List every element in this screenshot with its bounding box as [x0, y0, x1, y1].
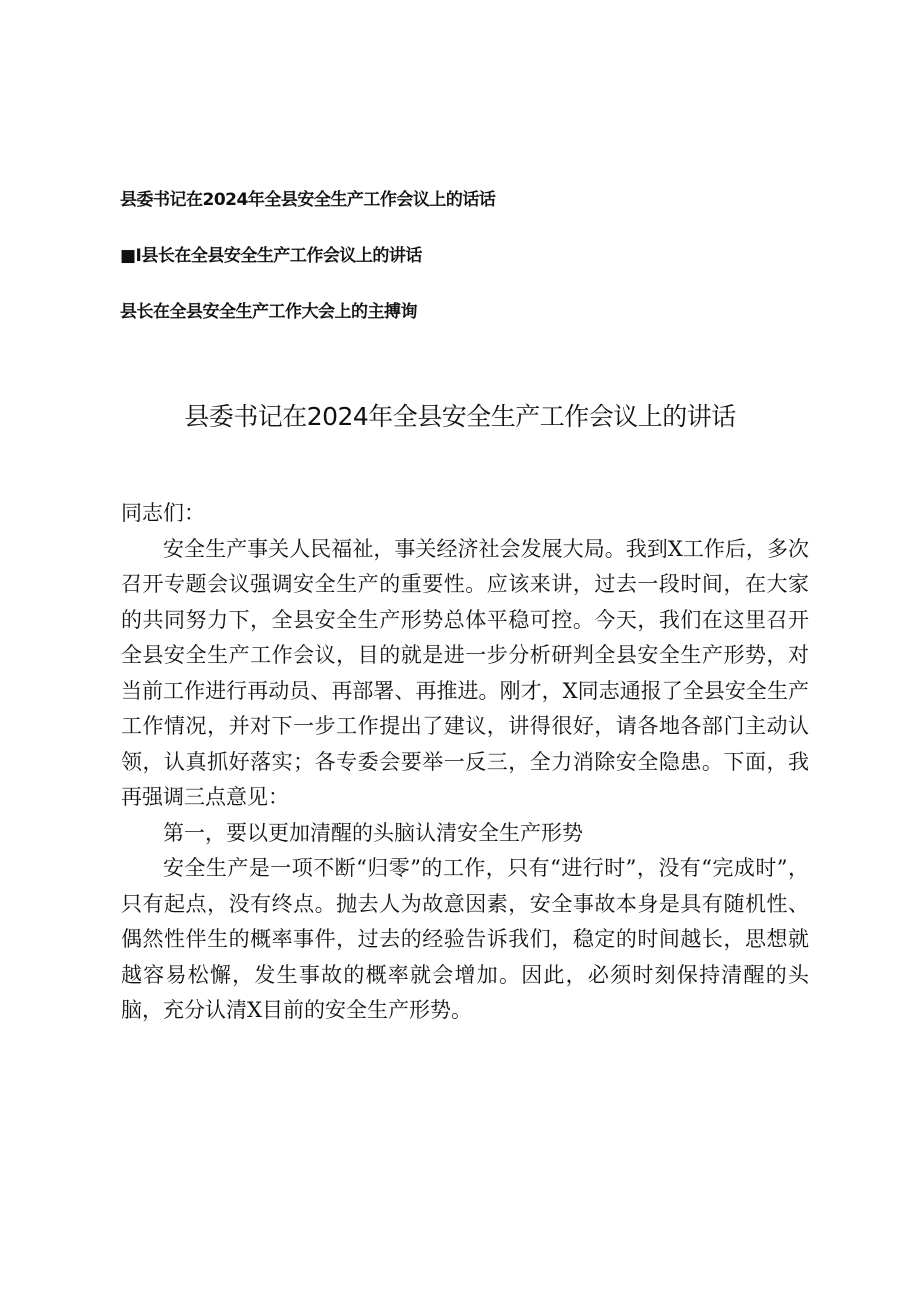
salutation: 同志们：: [121, 501, 205, 525]
toc-item-2: ■I县长在全县安全生产工作会议上的讲话: [120, 246, 422, 266]
section-heading-1: 第一，要以更加清醒的头脑认清安全生产形势: [163, 820, 583, 845]
toc-item-3: 县长在全县安全生产工作大会上的主搏询: [120, 302, 417, 322]
document-title: 县委书记在2024年全县安全生产工作会议上的讲话: [184, 402, 736, 431]
paragraph-1: 安全生产事关人民福祉，事关经济社会发展大局。我到X工作后，多次召开专题会议强调安全生产的重要性。应该来讲，过去一段时间，在大家的共同努力下，全县安全生产形势总体平稳可控。今天，我们在这里召开全县安全生产工作会议，目的就是进一步分析研判全县安全生产形势，对当前工作进行再动员、再部署、再推进。刚才，X同志通报了全县安全生产工作情况，并对下一步工作提出了建议，讲得很好，请各地各部门主动认领，认真抓好落实；各专委会要举一反三，全力消除安全隐患。下面，我再强调三点意见：: [121, 536, 809, 809]
table-of-contents: [120, 186, 820, 326]
toc-item-1: 县委书记在2024年全县安全生产工作会议上的话话: [120, 190, 496, 210]
paragraph-2: 安全生产是一项不断“归零”的工作，只有“进行时”，没有“完成时”，只有起点，没有终点。抛去人为故意因素，安全事故本身是具有随机性、偶然性伴生的概率事件，过去的经验告诉我们，稳定的时间越长，思想就越容易松懈，发生事故的概率就会增加。因此，必须时刻保持清醒的头脑，充分认清X目前的安全生产形势。: [121, 856, 809, 1022]
document-body: [121, 496, 809, 1029]
